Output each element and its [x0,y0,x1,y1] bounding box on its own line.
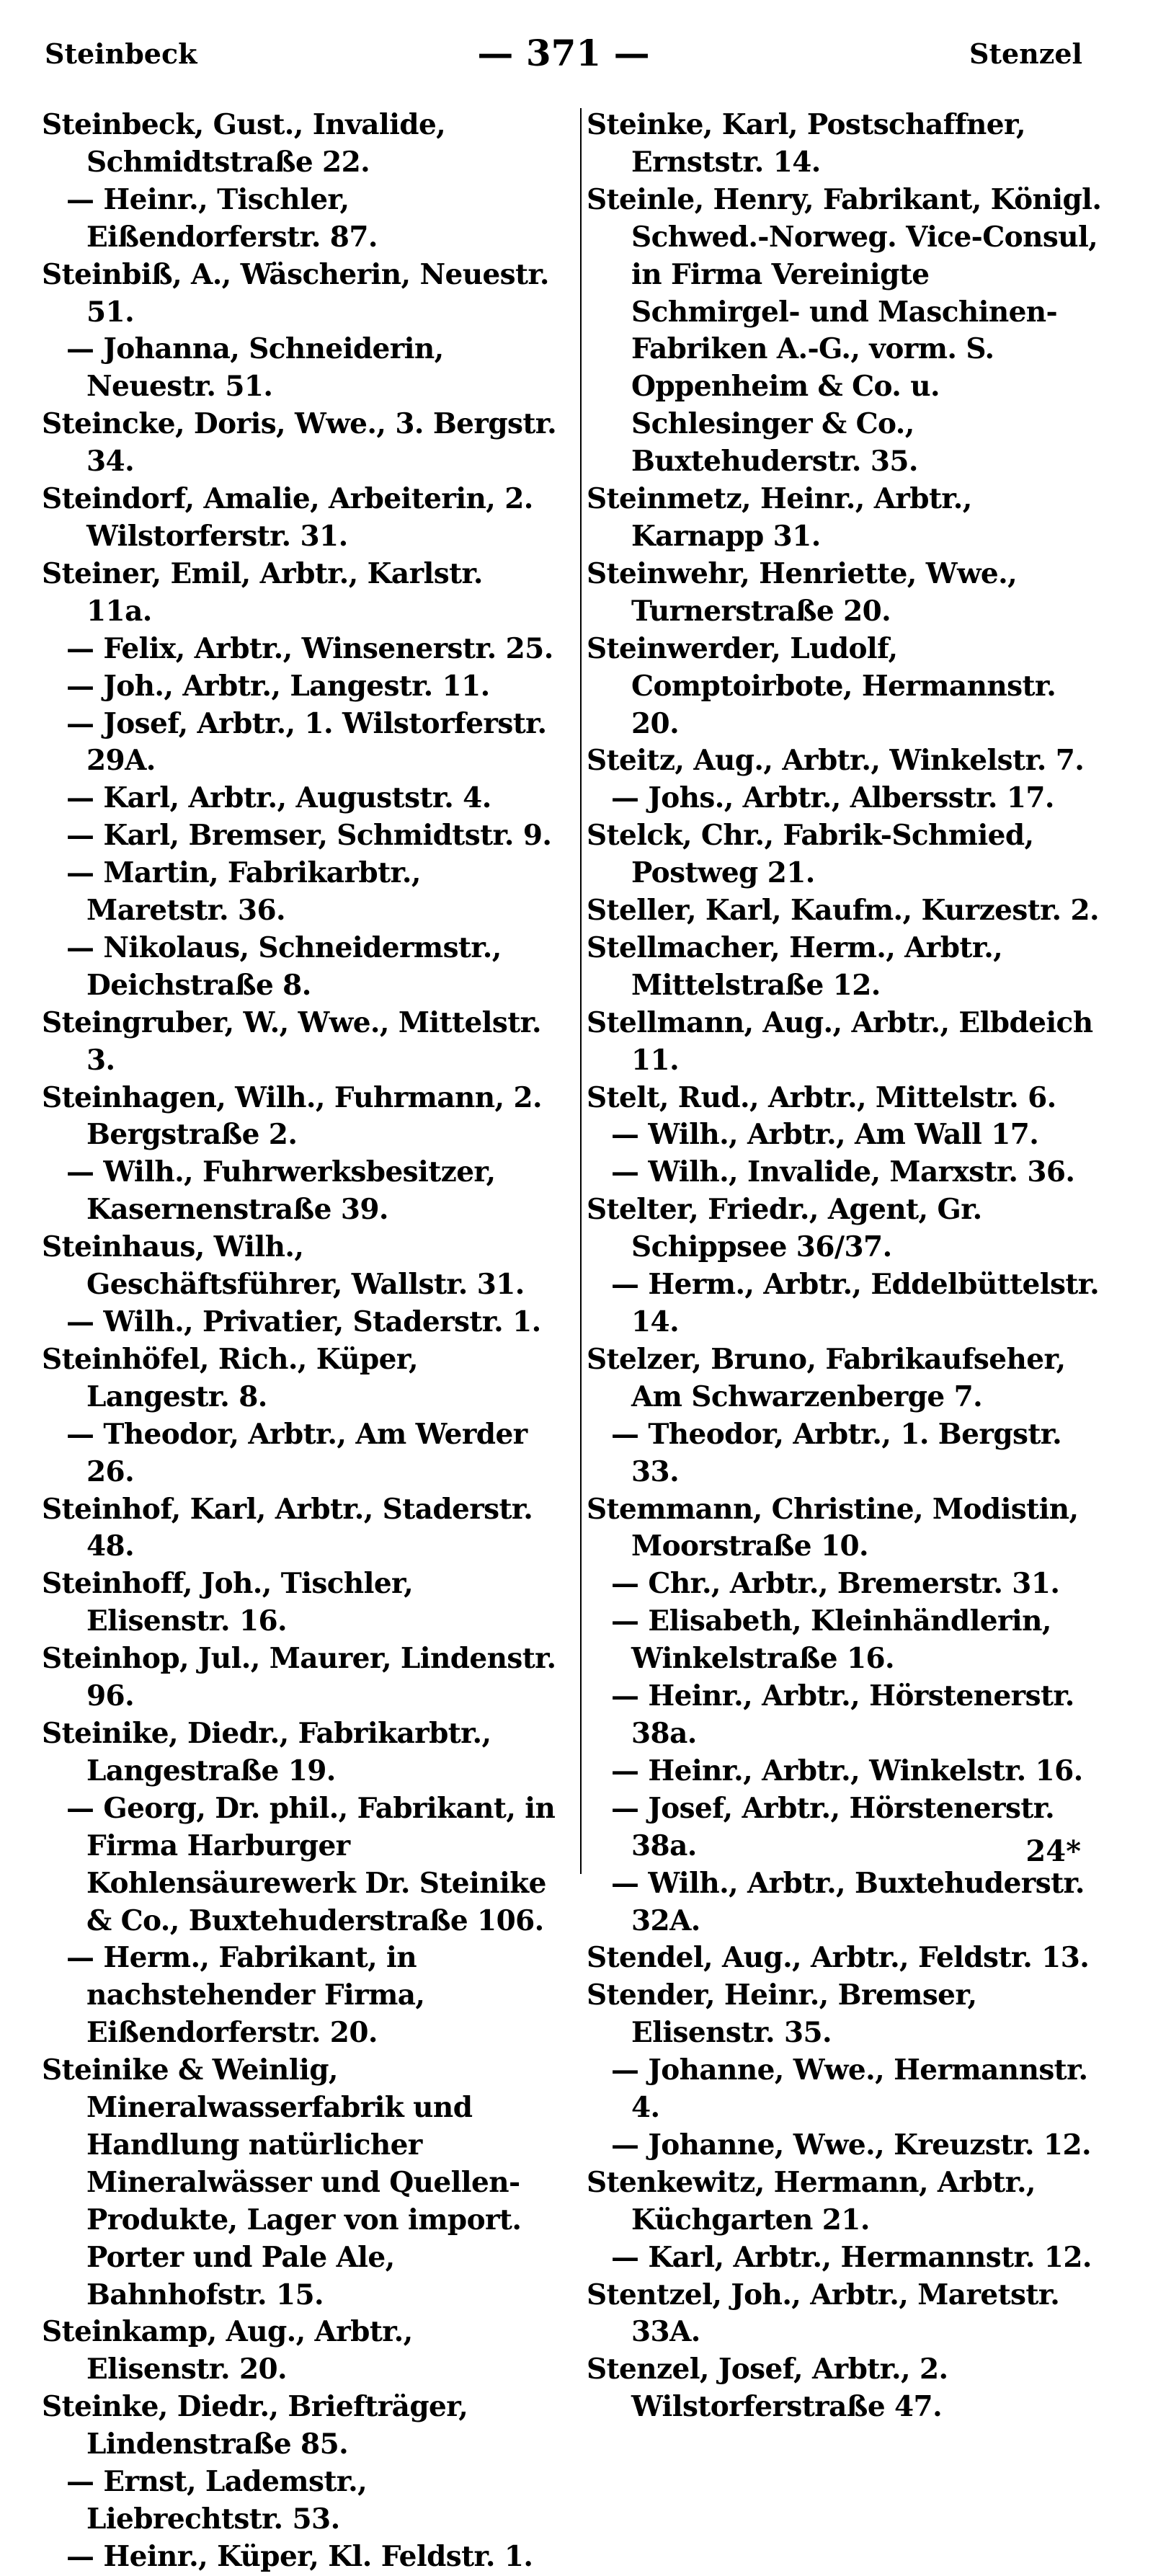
left-column [42,107,557,2576]
directory-entry: — Josef, Arbtr., 1. Wilstorferstr. 29A. [66,706,547,778]
directory-entry: Stentzel, Joh., Arbtr., Maretstr. 33A. [587,2278,1060,2349]
directory-entry: Stelt, Rud., Arbtr., Mittelstr. 6. [587,1080,1056,1114]
directory-entry: Stenkewitz, Hermann, Arbtr., Küchgarten 21. [587,2165,1036,2237]
signature-mark: 24* [1025,1834,1081,1868]
directory-entry: — Georg, Dr. phil., Fabrikant, in Firma Harburger Kohlensäurewerk Dr. Steinike & Co., Buxtehuderstraße 106. [66,1791,556,1937]
directory-entry: Steinmetz, Heinr., Arbtr., Karnapp 31. [587,482,972,553]
directory-entry: — Heinr., Küper, Kl. Feldstr. 1. [66,2539,533,2573]
directory-entry: — Joh., Arbtr., Langestr. 11. [66,669,490,703]
directory-entry: Steingruber, W., Wwe., Mittelstr. 3. [42,1005,542,1077]
directory-entry: — Wilh., Fuhrwerksbesitzer, Kasernenstraße 39. [66,1155,496,1227]
directory-entry: — Johanne, Wwe., Hermannstr. 4. [611,2053,1088,2125]
directory-entry: — Felix, Arbtr., Winsenerstr. 25. [66,631,553,665]
directory-entry: Steinke, Diedr., Briefträger, Lindenstraße 85. [42,2390,468,2461]
directory-entry: Stendel, Aug., Arbtr., Feldstr. 13. [587,1941,1090,1975]
directory-entry: Stellmann, Aug., Arbtr., Elbdeich 11. [587,1005,1093,1077]
directory-entry: — Martin, Fabrikarbtr., Maretstr. 36. [66,856,421,928]
directory-entry: — Heinr., Arbtr., Hörstenerstr. 38a. [611,1679,1074,1750]
directory-entry: — Nikolaus, Schneidermstr., Deichstraße 8. [66,931,502,1002]
directory-entry: Steinke, Karl, Postschaffner, Ernststr. 14. [587,108,1026,179]
directory-entry: — Elisabeth, Kleinhändlerin, Winkelstraße 16. [611,1604,1051,1676]
directory-entry: Steinike, Diedr., Fabrikarbtr., Langestraße 19. [42,1716,491,1787]
directory-entry: Steinhagen, Wilh., Fuhrmann, 2. Bergstraße 2. [42,1080,542,1152]
directory-entry: — Theodor, Arbtr., Am Werder 26. [66,1417,527,1488]
directory-entry: Steinhop, Jul., Maurer, Lindenstr. 96. [42,1642,556,1713]
directory-entry: Steinhof, Karl, Arbtr., Staderstr. 48. [42,1492,533,1563]
directory-entry: Steinwehr, Henriette, Wwe., Turnerstraße 20. [587,556,1018,628]
directory-entry: — Wilh., Arbtr., Buxtehuderstr. 32A. [611,1866,1085,1937]
directory-entry: Stelck, Chr., Fabrik-Schmied, Postweg 21. [587,819,1034,890]
directory-entry: Steinhaus, Wilh., Geschäftsführer, Wallstr. 31. [42,1230,525,1302]
directory-entry: — Heinr., Tischler, Eißendorferstr. 87. [66,182,378,254]
directory-entry: Steincke, Doris, Wwe., 3. Bergstr. 34. [42,407,557,479]
running-head-left: Steinbeck [45,37,197,70]
directory-entry: Steinbiß, A., Wäscherin, Neuestr. 51. [42,257,549,329]
directory-entry: — Wilh., Privatier, Staderstr. 1. [66,1305,541,1338]
directory-entry: — Chr., Arbtr., Bremerstr. 31. [611,1567,1060,1601]
directory-entry: — Josef, Arbtr., Hörstenerstr. 38a. [611,1791,1055,1862]
directory-entry: Steitz, Aug., Arbtr., Winkelstr. 7. [587,744,1085,778]
directory-entry: Steinbeck, Gust., Invalide, Schmidtstraße 22. [42,108,446,179]
directory-entry: Steinkamp, Aug., Arbtr., Elisenstr. 20. [42,2315,413,2386]
directory-entry: — Wilh., Invalide, Marxstr. 36. [611,1155,1075,1189]
directory-entry: — Herm., Arbtr., Eddelbüttelstr. 14. [611,1268,1100,1338]
directory-entry: Steinhoff, Joh., Tischler, Elisenstr. 16. [42,1567,414,1638]
directory-entry: Stellmacher, Herm., Arbtr., Mittelstraße 12. [587,931,1003,1002]
directory-entry: Steinle, Henry, Fabrikant, Königl. Schwed.-Norweg. Vice-Consul, in Firma Vereinigte Schmirgel- und Maschinen-Fabriken A.-G., vorm. S. Oppenheim & Co. u. Schlesinger & Co., Buxtehuderstr. 35. [587,182,1102,479]
running-head-right: Stenzel [969,37,1082,70]
directory-entry: — Johanna, Schneiderin, Neuestr. 51. [66,332,444,404]
directory-entry: — Theodor, Arbtr., 1. Bergstr. 33. [611,1417,1062,1488]
directory-entry: — Heinr., Arbtr., Winkelstr. 16. [611,1754,1083,1787]
directory-entry: Stenzel, Josef, Arbtr., 2. Wilstorferstraße 47. [587,2353,948,2424]
directory-entry: — Karl, Arbtr., Hermannstr. 12. [611,2240,1092,2274]
directory-entry: Stelzer, Bruno, Fabrikaufseher, Am Schwarzenberge 7. [587,1342,1066,1413]
directory-entry: Steinike & Weinlig, Mineralwasserfabrik und Handlung natürlicher Mineralwässer und Quellen-Produkte, Lager von import. Porter und Pale Ale, Bahnhofstr. 15. [42,2053,522,2311]
directory-entry: Steiner, Emil, Arbtr., Karlstr. 11a. [42,556,483,628]
directory-entry: Steindorf, Amalie, Arbeiterin, 2. Wilstorferstr. 31. [42,482,533,553]
directory-entry: Steinwerder, Ludolf, Comptoirbote, Hermannstr. 20. [587,631,1056,740]
directory-entry: Steinhöfel, Rich., Küper, Langestr. 8. [42,1342,418,1413]
column-divider [580,108,582,1874]
directory-entry: Stender, Heinr., Bremser, Elisenstr. 35. [587,1978,977,2050]
page-number: — 371 — [477,32,650,74]
right-column [587,107,1105,2426]
directory-entry: — Johs., Arbtr., Albersstr. 17. [611,781,1054,815]
directory-entry: — Ernst, Lademstr., Liebrechtstr. 53. [66,2465,368,2536]
page-header [45,32,1082,81]
directory-entry: — Wilh., Arbtr., Am Wall 17. [611,1118,1039,1152]
directory-entry: Stemmann, Christine, Modistin, Moorstraße 10. [587,1492,1079,1563]
directory-entry: — Karl, Bremser, Schmidtstr. 9. [66,819,552,853]
directory-entry: Steller, Karl, Kaufm., Kurzestr. 2. [587,894,1099,928]
directory-entry: — Herm., Fabrikant, in nachstehender Firma, Eißendorferstr. 20. [66,1941,425,2050]
directory-entry: Stelter, Friedr., Agent, Gr. Schippsee 36/37. [587,1193,982,1264]
directory-entry: — Johanne, Wwe., Kreuzstr. 12. [611,2128,1091,2162]
directory-entry: — Karl, Arbtr., Auguststr. 4. [66,781,491,815]
